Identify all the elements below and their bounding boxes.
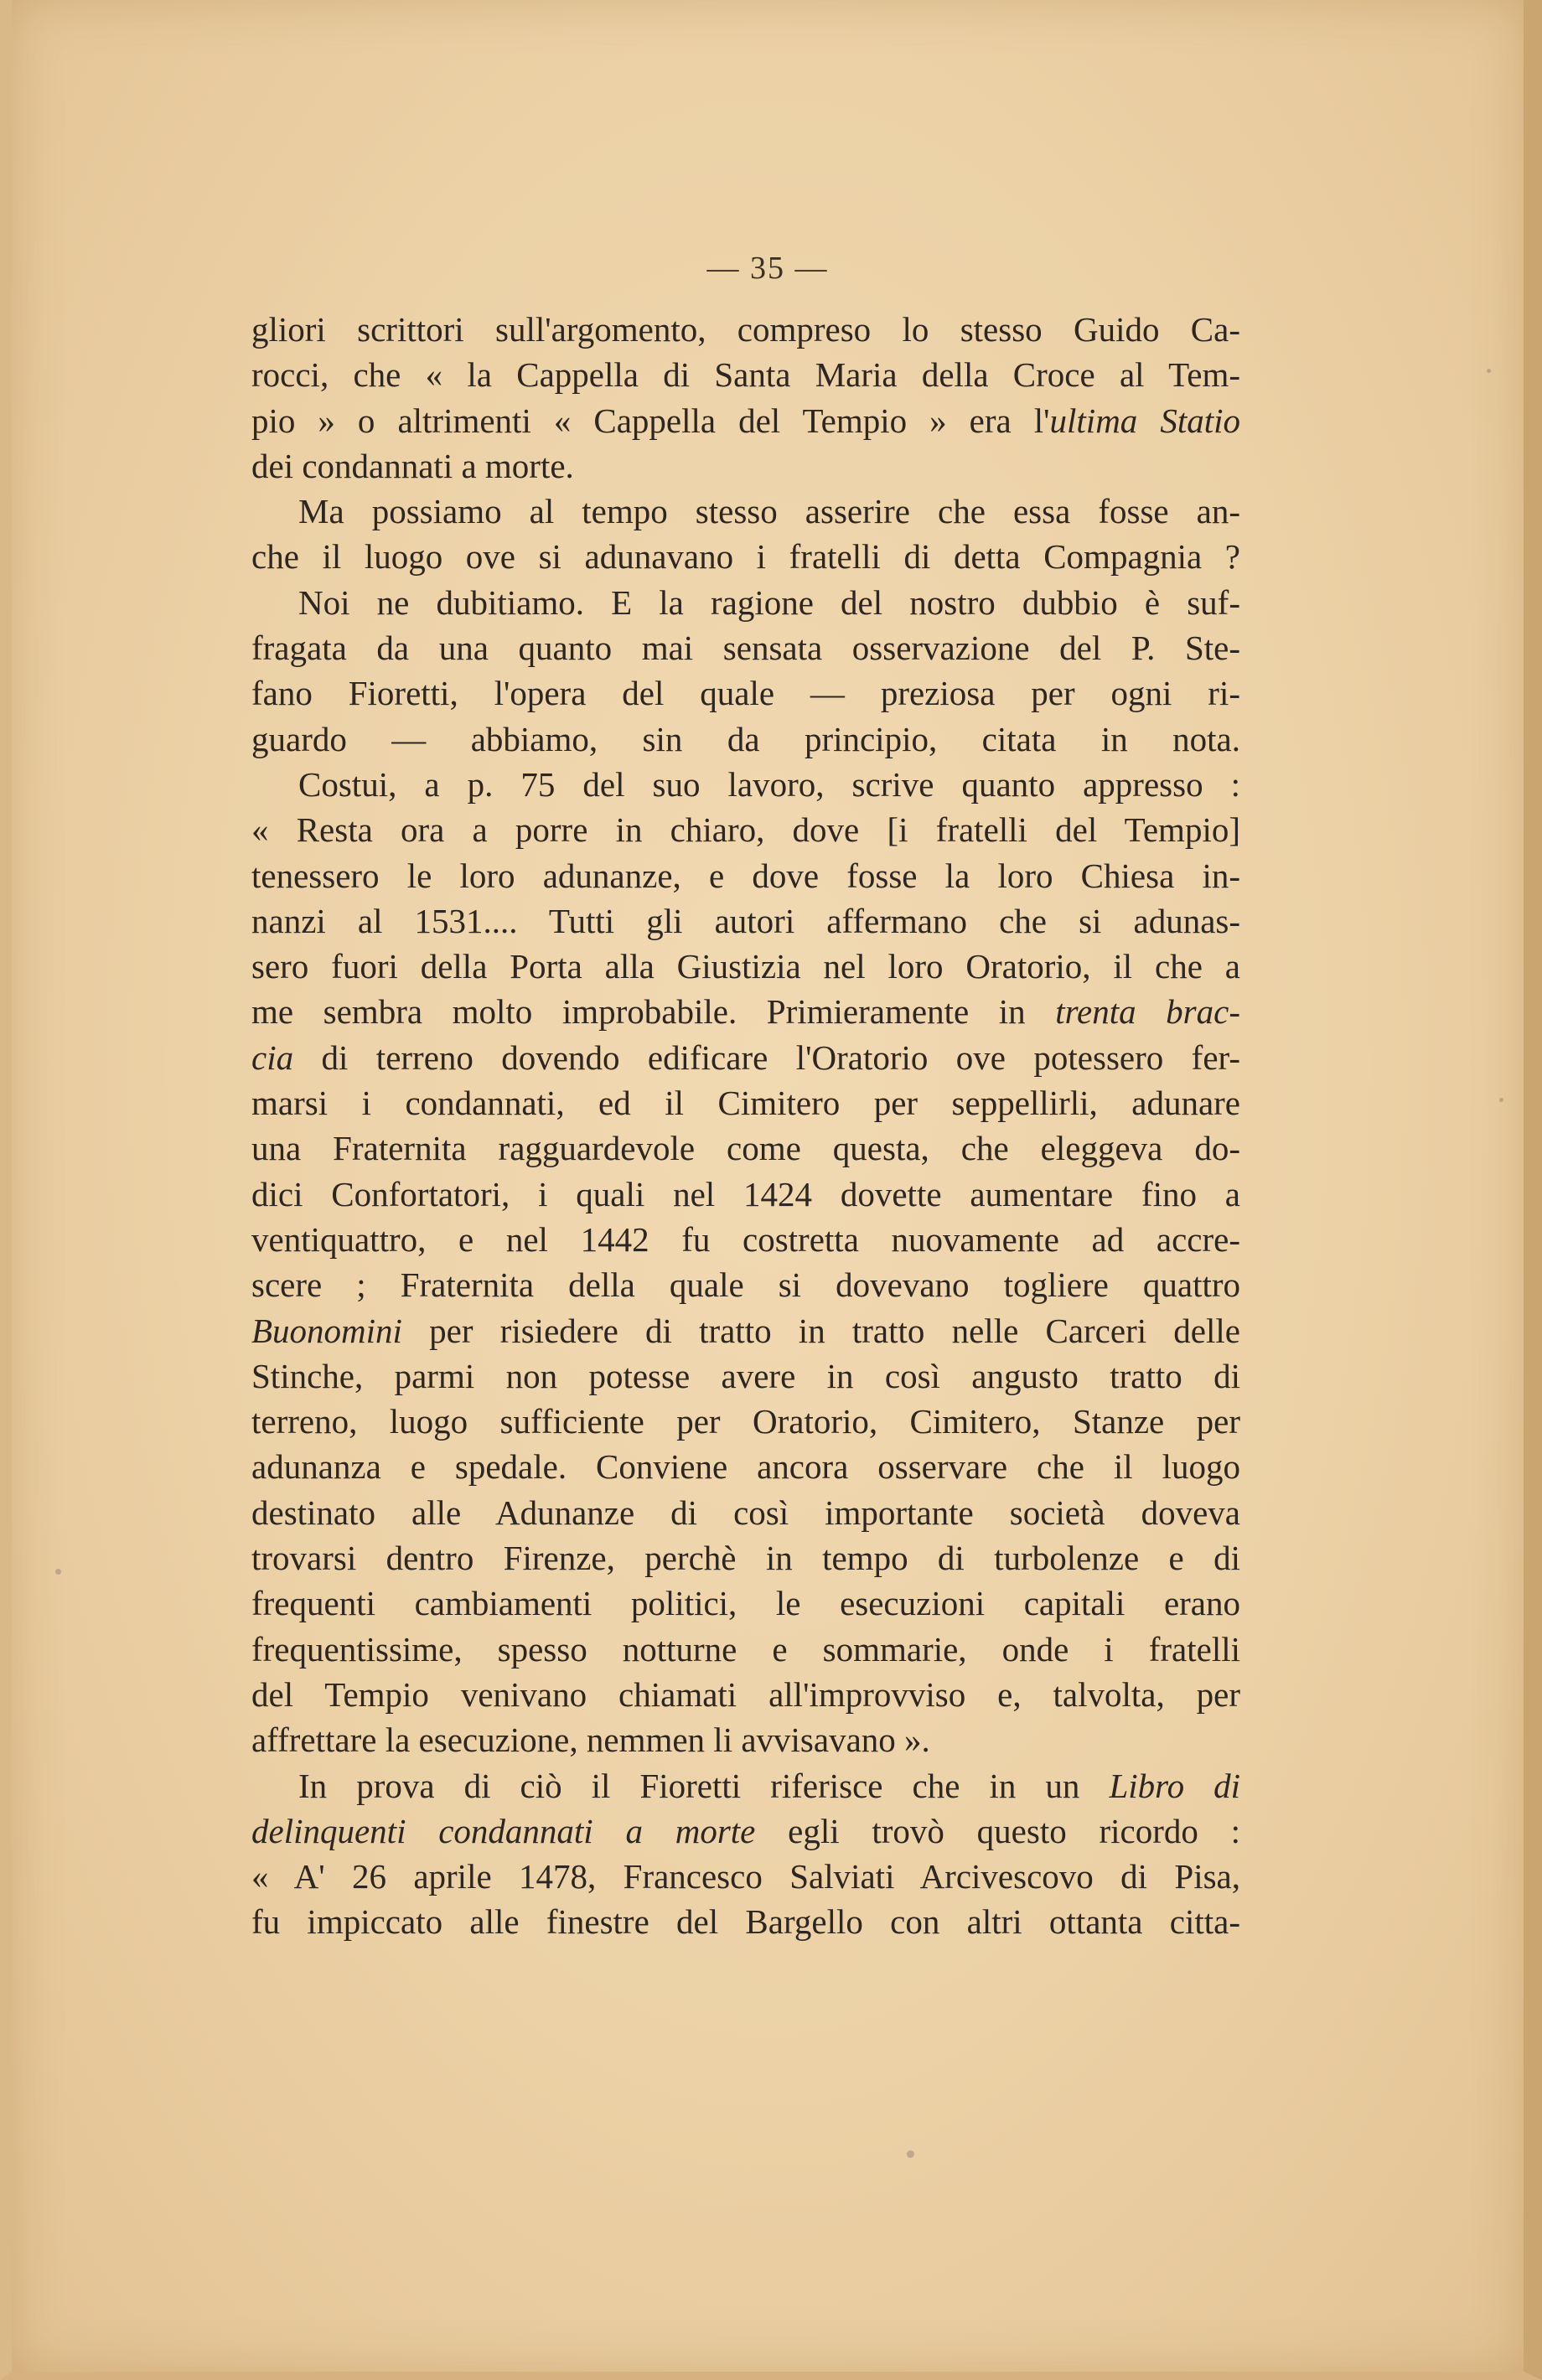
italic-text: trenta brac- [1055, 992, 1240, 1032]
text-line: guardo — abbiamo, sin da principio, citata in nota. [251, 719, 1240, 758]
body-text [251, 307, 1240, 1945]
text-line: marsi i condannati, ed il Cimitero per seppellirli, adunare [251, 1084, 1240, 1123]
text-line: sero fuori della Porta alla Giustizia nel loro Oratorio, il che a [251, 947, 1240, 986]
text-line: « A' 26 aprile 1478, Francesco Salviati Arcivescovo di Pisa, [251, 1857, 1240, 1896]
text-line: scere ; Fraternita della quale si dovevano togliere quattro [251, 1265, 1240, 1305]
text-line: cia di terreno dovendo edificare l'Oratorio ove potessero fer- [251, 1037, 1240, 1077]
paper-speck [1487, 369, 1491, 373]
paper-speck [1499, 1098, 1503, 1102]
paragraph-first-line: Ma possiamo al tempo stesso asserire che essa fosse an- [298, 492, 1240, 531]
text-line: dici Confortatori, i quali nel 1424 dovette aumentare fino a [251, 1174, 1240, 1213]
text-line: « Resta ora a porre in chiaro, dove [i fratelli del Tempio] [251, 810, 1240, 850]
text-line: del Tempio venivano chiamati all'improvviso e, talvolta, per [251, 1674, 1240, 1714]
text-line: Stinche, parmi non potesse avere in così angusto tratto di [251, 1356, 1240, 1395]
text-line: tenessero le loro adunanze, e dove fosse la loro Chiesa in- [251, 856, 1240, 895]
text-line: frequenti cambiamenti politici, le esecuzioni capitali erano [251, 1584, 1240, 1623]
text-line: delinquenti condannati a morte egli trovò questo ricordo : [251, 1811, 1241, 1850]
paragraph-first-line: Costui, a p. 75 del suo lavoro, scrive quanto appresso : [298, 764, 1240, 804]
text-line: affrettare la esecuzione, nemmen li avvisavano ». [251, 1720, 930, 1760]
paper-speck [907, 2150, 914, 2158]
italic-text: delinquenti condannati a morte [251, 1811, 756, 1850]
text-line: frequentissime, spesso notturne e sommarie, onde i fratelli [251, 1629, 1240, 1669]
italic-text: Libro di [1109, 1766, 1240, 1805]
text-line: me sembra molto improbabile. Primieramente in trenta brac- [251, 992, 1240, 1032]
text-line: gliori scrittori sull'argomento, compreso lo stesso Guido Ca- [251, 310, 1240, 349]
text-line: una Fraternita ragguardevole come questa, che eleggeva do- [251, 1129, 1240, 1168]
text-line: Buonomini per risiedere di tratto in tratto nelle Carceri delle [251, 1311, 1240, 1350]
text-line: adunanza e spedale. Conviene ancora osservare che il luogo [251, 1447, 1240, 1487]
text-line: destinato alle Adunanze di così importante società doveva [251, 1493, 1240, 1532]
text-line: ventiquattro, e nel 1442 fu costretta nuovamente ad accre- [251, 1219, 1240, 1259]
paragraph-first-line: Noi ne dubitiamo. E la ragione del nostro dubbio è suf- [298, 582, 1240, 622]
page-number: — 35 — [706, 251, 829, 286]
paper-speck [55, 1569, 61, 1575]
text-line: trovarsi dentro Firenze, perchè in tempo di turbolenze e di [251, 1539, 1240, 1578]
italic-text: cia [251, 1037, 294, 1077]
paragraph-first-line: In prova di ciò il Fioretti riferisce che in un Libro di [298, 1766, 1240, 1805]
text-line: dei condannati a morte. [251, 446, 574, 485]
text-line: terreno, luogo sufficiente per Oratorio, Cimitero, Stanze per [251, 1402, 1240, 1441]
text-line: fragata da una quanto mai sensata osservazione del P. Ste- [251, 629, 1240, 668]
text-line: rocci, che « la Cappella di Santa Maria della Croce al Tem- [251, 355, 1240, 395]
text-line: fano Fioretti, l'opera del quale — preziosa per ogni ri- [251, 674, 1240, 713]
italic-text: Buonomini [251, 1311, 402, 1350]
text-line: nanzi al 1531.... Tutti gli autori affermano che si adunas- [251, 901, 1240, 940]
text-line: pio » o altrimenti « Cappella del Tempio » era l'ultima Statio [251, 401, 1240, 440]
text-line: che il luogo ove si adunavano i fratelli di detta Compagnia ? [251, 537, 1240, 577]
italic-text: ultima Statio [1049, 401, 1240, 440]
text-line: fu impiccato alle finestre del Bargello con altri ottanta citta- [251, 1902, 1240, 1942]
